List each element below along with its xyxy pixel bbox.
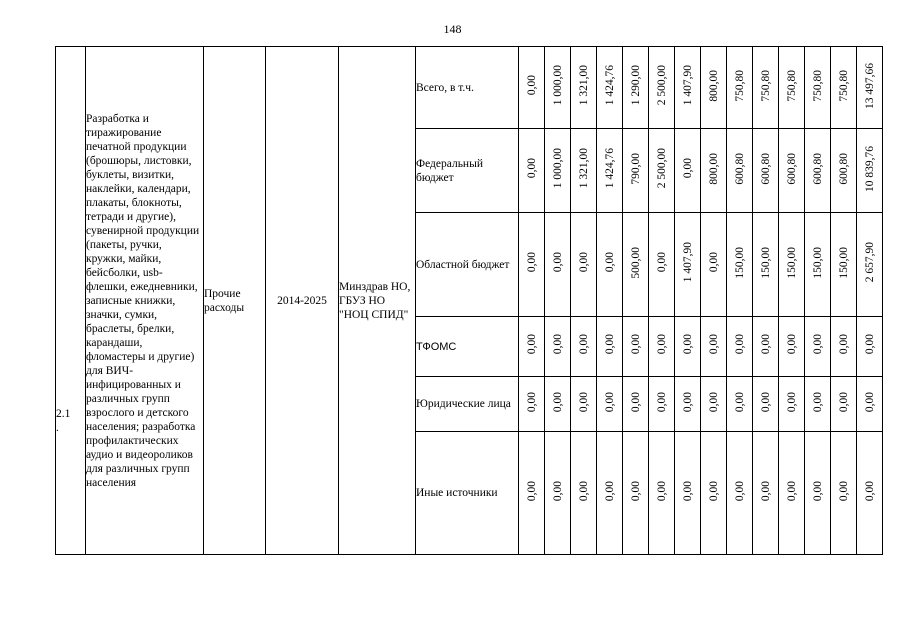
amount-value: 0,00 bbox=[681, 391, 694, 413]
amount-value: 1 000,00 bbox=[551, 65, 564, 106]
expense-type: Прочие расходы bbox=[204, 47, 266, 555]
amount-cell bbox=[753, 317, 779, 377]
amount-cell bbox=[675, 432, 701, 555]
amount-value: 1 290,00 bbox=[629, 65, 642, 106]
amount-cell bbox=[831, 317, 857, 377]
amount-value: 0,00 bbox=[785, 334, 798, 355]
amount-value: 0,00 bbox=[759, 334, 772, 355]
row-number bbox=[56, 47, 86, 555]
amount-cell bbox=[727, 47, 753, 129]
amount-value: 0,00 bbox=[681, 480, 694, 502]
amount-value: 0,00 bbox=[733, 391, 746, 413]
amount-value: 0,00 bbox=[863, 480, 876, 502]
amount-cell bbox=[857, 213, 883, 317]
amount-cell bbox=[753, 129, 779, 213]
row-number-suffix: . bbox=[56, 421, 59, 434]
amount-cell bbox=[779, 377, 805, 432]
amount-value: 0,00 bbox=[759, 391, 772, 413]
executor: Минздрав НО, ГБУЗ НО "НОЦ СПИД" bbox=[339, 47, 416, 555]
amount-cell bbox=[831, 377, 857, 432]
amount-value: 750,80 bbox=[837, 69, 850, 102]
amount-cell bbox=[571, 377, 597, 432]
amount-value: 150,00 bbox=[785, 246, 798, 279]
amount-value: 0,00 bbox=[655, 252, 668, 273]
amount-cell bbox=[779, 432, 805, 555]
page-number: 148 bbox=[443, 22, 462, 36]
amount-value: 0,00 bbox=[577, 252, 590, 273]
amount-value: 1 407,90 bbox=[681, 242, 694, 283]
amount-cell bbox=[649, 47, 675, 129]
amount-cell bbox=[545, 317, 571, 377]
amount-cell bbox=[675, 377, 701, 432]
amount-cell bbox=[675, 317, 701, 377]
amount-value: 0,00 bbox=[733, 480, 746, 502]
amount-cell bbox=[701, 377, 727, 432]
program-budget-table bbox=[55, 46, 883, 555]
amount-cell bbox=[727, 317, 753, 377]
amount-cell bbox=[857, 317, 883, 377]
amount-value: 1 000,00 bbox=[551, 148, 564, 189]
amount-cell bbox=[597, 47, 623, 129]
amount-value: 0,00 bbox=[551, 480, 564, 502]
amount-cell bbox=[675, 47, 701, 129]
amount-value: 0,00 bbox=[603, 334, 616, 355]
amount-value: 0,00 bbox=[577, 334, 590, 355]
amount-value: 150,00 bbox=[759, 246, 772, 279]
amount-value: 0,00 bbox=[629, 334, 642, 355]
amount-value: 600,80 bbox=[811, 152, 824, 185]
funding-source-name: Иные источники bbox=[416, 432, 519, 555]
amount-cell bbox=[571, 47, 597, 129]
amount-cell bbox=[623, 213, 649, 317]
amount-cell bbox=[571, 317, 597, 377]
amount-cell bbox=[831, 432, 857, 555]
amount-value: 600,80 bbox=[733, 152, 746, 185]
amount-cell bbox=[701, 129, 727, 213]
amount-value: 2 657,90 bbox=[863, 242, 876, 283]
amount-cell bbox=[649, 213, 675, 317]
amount-cell bbox=[545, 213, 571, 317]
amount-value: 0,00 bbox=[655, 334, 668, 355]
amount-value: 750,80 bbox=[733, 69, 746, 102]
amount-cell bbox=[805, 317, 831, 377]
amount-cell bbox=[805, 377, 831, 432]
amount-value: 0,00 bbox=[629, 480, 642, 502]
implementation-period: 2014-2025 bbox=[266, 47, 339, 555]
amount-value: 0,00 bbox=[811, 391, 824, 413]
amount-cell bbox=[545, 47, 571, 129]
amount-cell bbox=[571, 432, 597, 555]
amount-value: 800,00 bbox=[707, 69, 720, 102]
amount-cell bbox=[519, 213, 545, 317]
amount-value: 0,00 bbox=[551, 252, 564, 273]
amount-cell bbox=[597, 317, 623, 377]
amount-value: 0,00 bbox=[577, 391, 590, 413]
amount-value: 0,00 bbox=[707, 334, 720, 355]
funding-source-name: Федеральный бюджет bbox=[416, 129, 519, 213]
amount-value: 0,00 bbox=[837, 480, 850, 502]
amount-value: 800,00 bbox=[707, 152, 720, 185]
amount-cell bbox=[597, 129, 623, 213]
amount-cell bbox=[545, 432, 571, 555]
funding-source-name: Юридические лица bbox=[416, 377, 519, 432]
amount-cell bbox=[857, 377, 883, 432]
amount-value: 10 839,76 bbox=[863, 145, 876, 192]
amount-cell bbox=[519, 129, 545, 213]
amount-value: 0,00 bbox=[525, 75, 538, 96]
amount-value: 0,00 bbox=[525, 158, 538, 179]
amount-value: 0,00 bbox=[707, 252, 720, 273]
amount-cell bbox=[519, 432, 545, 555]
amount-value: 0,00 bbox=[525, 480, 538, 502]
amount-cell bbox=[623, 47, 649, 129]
amount-cell bbox=[649, 317, 675, 377]
amount-cell bbox=[857, 432, 883, 555]
activity-description: Разработка и тиражирование печатной продукции (брошюры, листовки, буклеты, визитки, наклейки, календари, плакаты, блокноты, тетради и другие), сувенирной продукции (пакеты, ручки, кружки, майки, бейсболки, usb-флешки, ежедневники, записные книжки, значки, сумки, браслеты, брелки, карандаши, фломастеры и другие) для ВИЧ-инфицированных и различных групп взрослого и детского населения; разработка профилактических аудио и видеороликов для различных групп населения bbox=[86, 47, 204, 555]
amount-value: 750,80 bbox=[811, 69, 824, 102]
amount-cell bbox=[649, 377, 675, 432]
amount-value: 0,00 bbox=[863, 334, 876, 355]
amount-value: 600,80 bbox=[837, 152, 850, 185]
amount-value: 0,00 bbox=[603, 391, 616, 413]
amount-cell bbox=[857, 47, 883, 129]
amount-cell bbox=[571, 213, 597, 317]
amount-value: 0,00 bbox=[863, 391, 876, 413]
amount-cell bbox=[727, 377, 753, 432]
amount-value: 0,00 bbox=[837, 334, 850, 355]
amount-value: 0,00 bbox=[525, 252, 538, 273]
amount-value: 1 407,90 bbox=[681, 65, 694, 106]
amount-cell bbox=[545, 129, 571, 213]
amount-cell bbox=[831, 129, 857, 213]
amount-cell bbox=[701, 213, 727, 317]
amount-value: 1 321,00 bbox=[577, 65, 590, 106]
amount-cell bbox=[623, 129, 649, 213]
amount-value: 0,00 bbox=[733, 334, 746, 355]
amount-cell bbox=[805, 213, 831, 317]
amount-cell bbox=[649, 129, 675, 213]
amount-value: 790,00 bbox=[629, 152, 642, 185]
amount-cell bbox=[597, 377, 623, 432]
amount-cell bbox=[753, 47, 779, 129]
amount-cell bbox=[597, 213, 623, 317]
amount-value: 1 321,00 bbox=[577, 148, 590, 189]
amount-cell bbox=[779, 47, 805, 129]
amount-value: 150,00 bbox=[837, 246, 850, 279]
amount-value: 1 424,76 bbox=[603, 65, 616, 106]
amount-value: 0,00 bbox=[577, 480, 590, 502]
amount-value: 0,00 bbox=[811, 334, 824, 355]
amount-value: 0,00 bbox=[785, 480, 798, 502]
amount-cell bbox=[623, 377, 649, 432]
row-number-value: 2.1 bbox=[56, 407, 71, 420]
amount-value: 0,00 bbox=[525, 391, 538, 413]
amount-value: 0,00 bbox=[707, 480, 720, 502]
amount-value: 1 424,76 bbox=[603, 148, 616, 189]
amount-value: 0,00 bbox=[551, 334, 564, 355]
amount-value: 0,00 bbox=[681, 334, 694, 355]
amount-cell bbox=[623, 432, 649, 555]
amount-cell bbox=[753, 377, 779, 432]
amount-cell bbox=[675, 129, 701, 213]
amount-value: 500,00 bbox=[629, 246, 642, 279]
amount-cell bbox=[519, 47, 545, 129]
amount-cell bbox=[779, 213, 805, 317]
amount-value: 150,00 bbox=[733, 246, 746, 279]
amount-cell bbox=[805, 47, 831, 129]
funding-source-name: Областной бюджет bbox=[416, 213, 519, 317]
amount-cell bbox=[805, 432, 831, 555]
amount-value: 0,00 bbox=[681, 158, 694, 179]
funding-source-name: Всего, в т.ч. bbox=[416, 47, 519, 129]
amount-cell bbox=[649, 432, 675, 555]
amount-cell bbox=[805, 129, 831, 213]
amount-cell bbox=[831, 213, 857, 317]
amount-cell bbox=[519, 377, 545, 432]
amount-cell bbox=[857, 129, 883, 213]
amount-value: 0,00 bbox=[811, 480, 824, 502]
amount-value: 0,00 bbox=[785, 391, 798, 413]
amount-cell bbox=[727, 432, 753, 555]
amount-cell bbox=[623, 317, 649, 377]
amount-cell bbox=[727, 213, 753, 317]
amount-value: 0,00 bbox=[551, 391, 564, 413]
amount-value: 750,80 bbox=[759, 69, 772, 102]
amount-cell bbox=[753, 432, 779, 555]
amount-value: 0,00 bbox=[655, 480, 668, 502]
amount-value: 750,80 bbox=[785, 69, 798, 102]
amount-cell bbox=[597, 432, 623, 555]
amount-value: 0,00 bbox=[629, 391, 642, 413]
amount-value: 0,00 bbox=[655, 391, 668, 413]
amount-value: 2 500,00 bbox=[655, 148, 668, 189]
amount-value: 2 500,00 bbox=[655, 65, 668, 106]
amount-value: 0,00 bbox=[525, 334, 538, 355]
amount-cell bbox=[831, 47, 857, 129]
funding-source-name: ТФОМС bbox=[416, 317, 519, 377]
amount-cell bbox=[519, 317, 545, 377]
amount-value: 0,00 bbox=[837, 391, 850, 413]
amount-value: 0,00 bbox=[603, 480, 616, 502]
amount-value: 0,00 bbox=[707, 391, 720, 413]
amount-value: 0,00 bbox=[759, 480, 772, 502]
amount-value: 600,80 bbox=[759, 152, 772, 185]
amount-cell bbox=[701, 47, 727, 129]
amount-value: 600,80 bbox=[785, 152, 798, 185]
amount-cell bbox=[753, 213, 779, 317]
amount-cell bbox=[779, 317, 805, 377]
amount-cell bbox=[675, 213, 701, 317]
table-row bbox=[56, 47, 883, 129]
amount-cell bbox=[701, 432, 727, 555]
amount-cell bbox=[779, 129, 805, 213]
amount-value: 150,00 bbox=[811, 246, 824, 279]
amount-cell bbox=[701, 317, 727, 377]
amount-value: 13 497,66 bbox=[863, 62, 876, 109]
amount-value: 0,00 bbox=[603, 252, 616, 273]
amount-cell bbox=[727, 129, 753, 213]
amount-cell bbox=[571, 129, 597, 213]
amount-cell bbox=[545, 377, 571, 432]
